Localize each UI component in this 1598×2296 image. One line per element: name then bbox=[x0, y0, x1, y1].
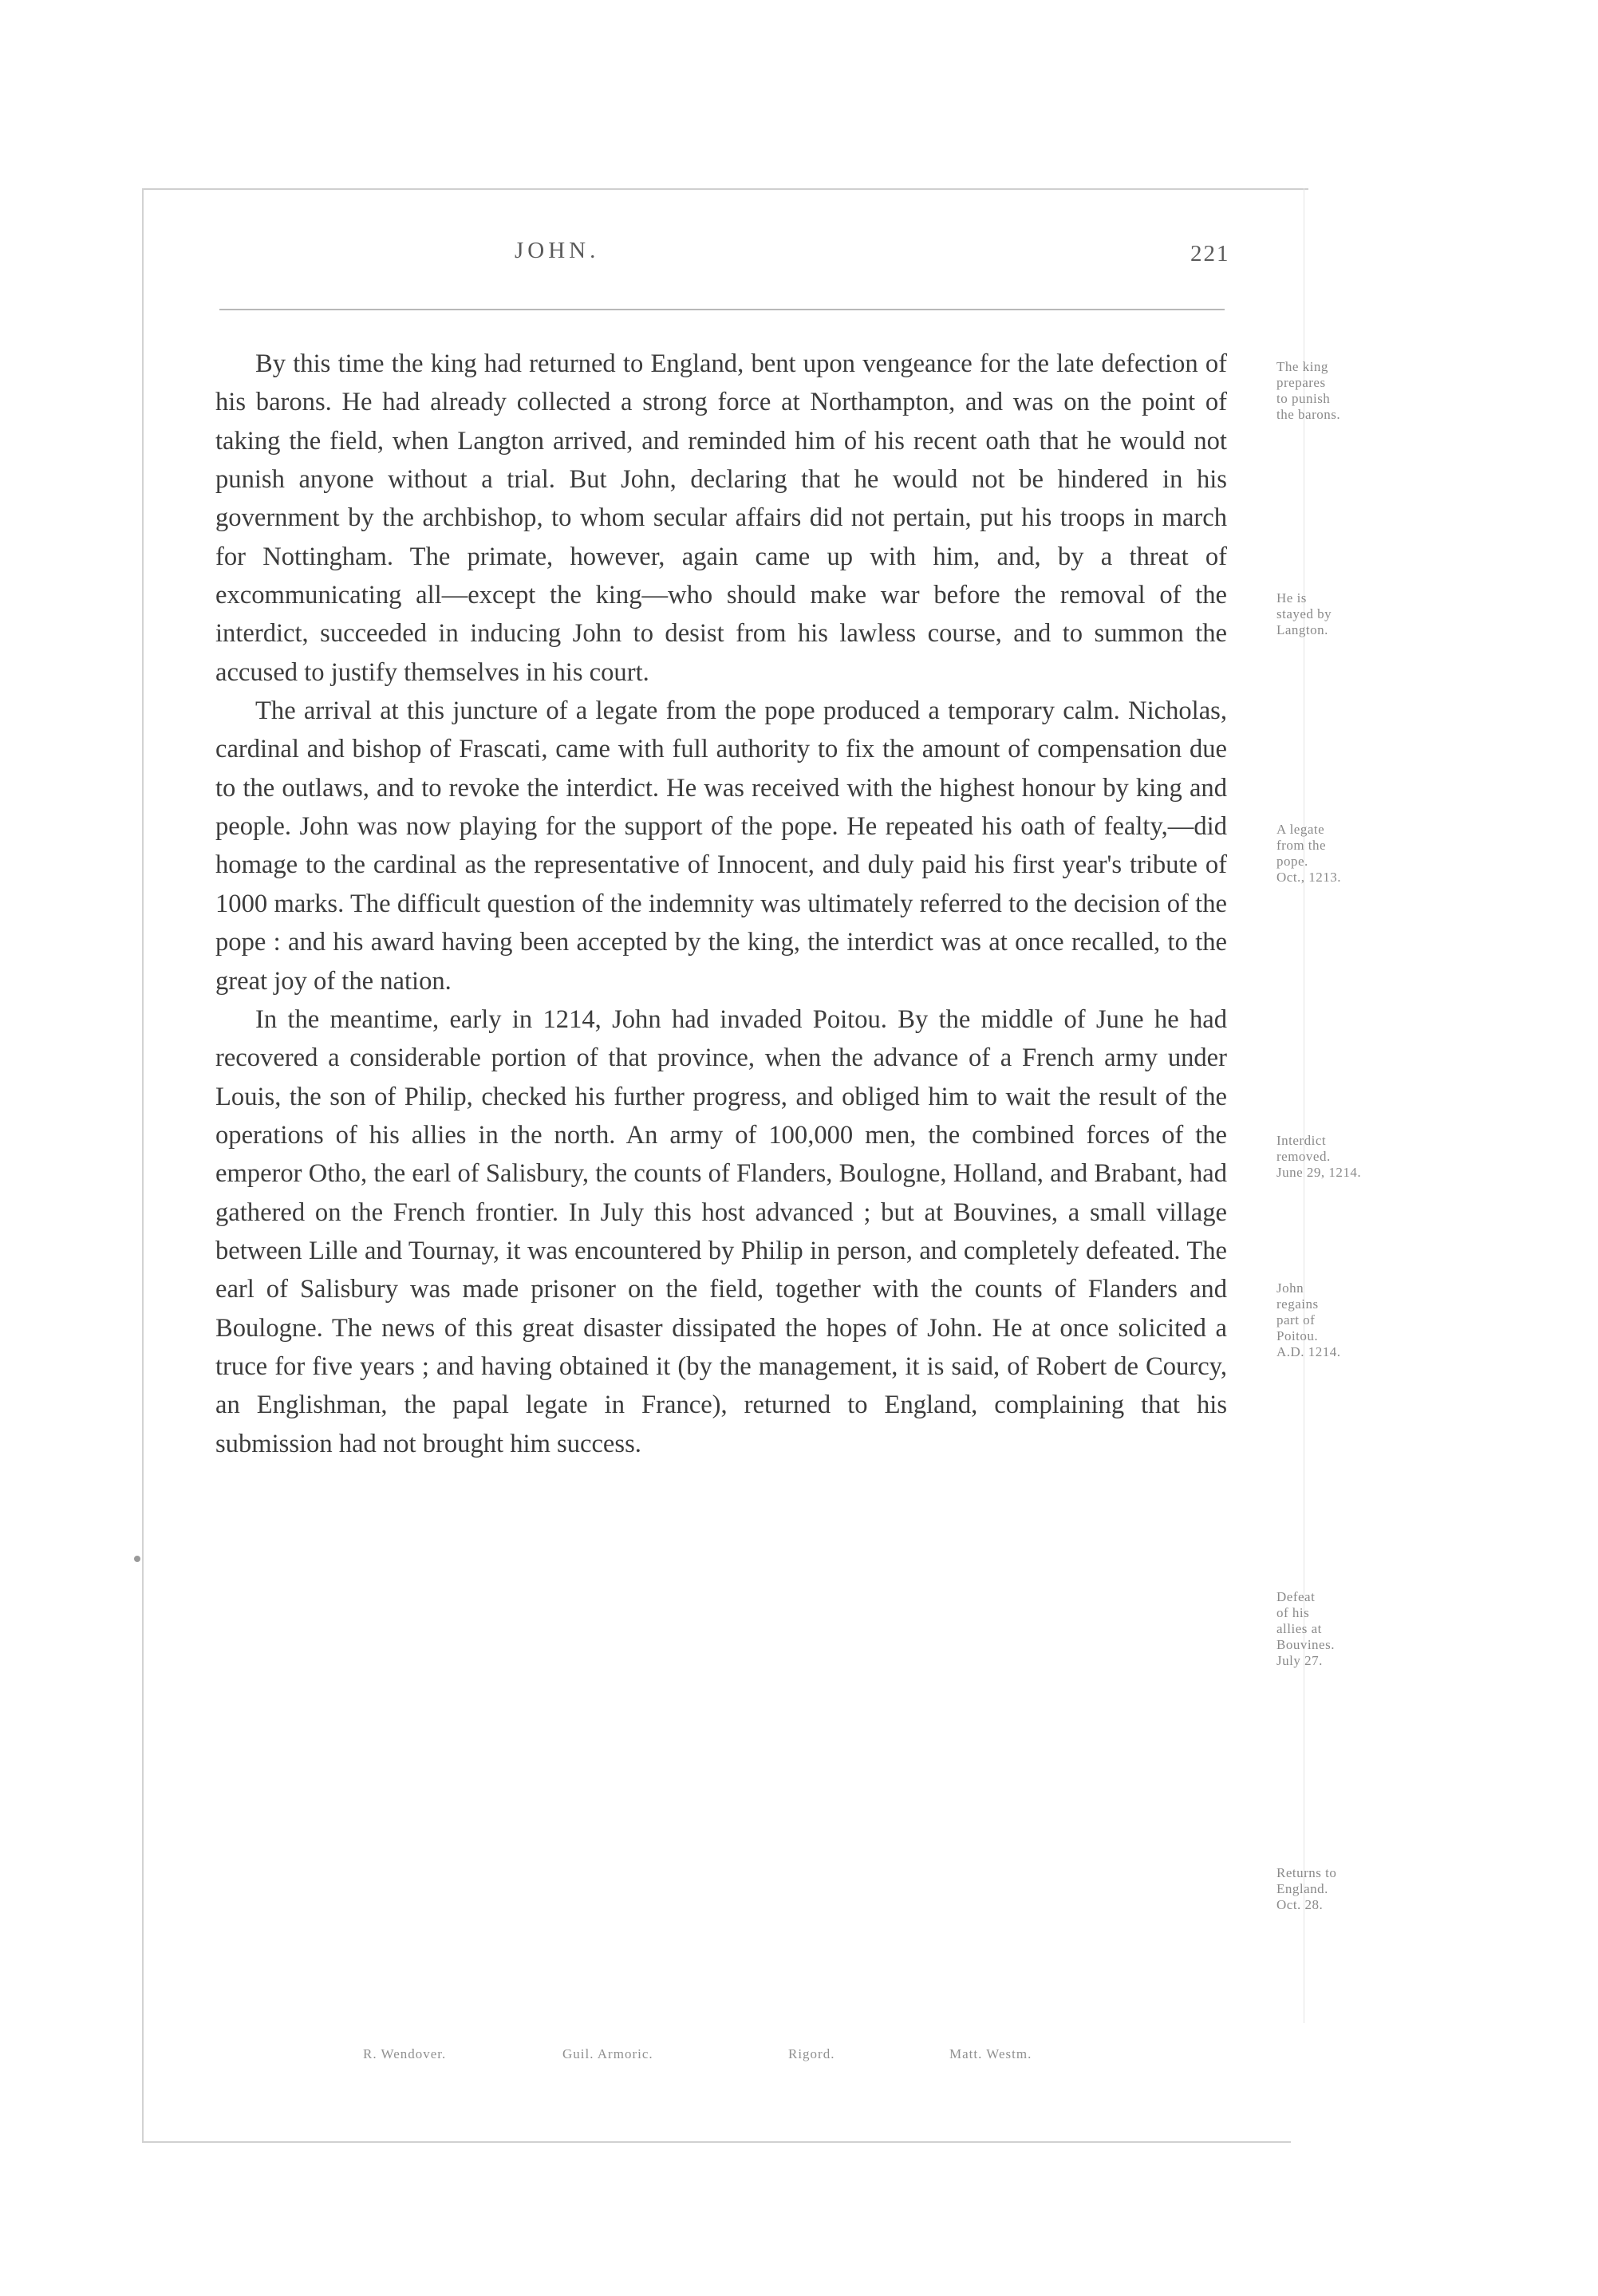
paragraph: By this time the king had returned to England, bent upon vengeance for the late defection of his barons. He had already collected a strong force at Northampton, and was on the point of taking the field, when Langton arrived, and reminded him of his recent oath that he would not punish anyone without a trial. But John, declaring that he would not be hindered in his government by the archbishop, to whom secular affairs did not pertain, put his troops in march for Nottingham. The primate, however, again came up with him, and, by a threat of excommunicating all—except the king—who should make war before the removal of the interdict, succeeded in inducing John to desist from his lawless course, and to summon the accused to justify themselves in his court. bbox=[215, 349, 1227, 687]
source-citation: R. Wendover. bbox=[363, 2046, 447, 2061]
body-text bbox=[215, 345, 1227, 1463]
source-citation: Guil. Armoric. bbox=[562, 2046, 653, 2061]
page-frame-left-rule bbox=[142, 188, 144, 2143]
margin-note: Interdict removed. June 29, 1214. bbox=[1276, 1133, 1362, 1180]
header-rule bbox=[219, 309, 1225, 310]
margin-note: A legate from the pope. Oct., 1213. bbox=[1276, 822, 1342, 885]
page-frame-top-rule bbox=[144, 188, 1308, 190]
source-citations bbox=[0, 2046, 1598, 2070]
running-head: JOHN. bbox=[515, 238, 600, 263]
margin-note: Returns to England. Oct. 28. bbox=[1276, 1865, 1337, 1912]
margin-note: The king prepares to punish the barons. bbox=[1276, 359, 1341, 422]
margin-note: John regains part of Poitou. A.D. 1214. bbox=[1276, 1280, 1341, 1359]
source-citation: Rigord. bbox=[788, 2046, 835, 2061]
page-frame-bottom-rule bbox=[142, 2141, 1291, 2143]
margin-dot bbox=[134, 1556, 140, 1562]
page-number: 221 bbox=[1190, 241, 1230, 266]
paragraph: The arrival at this juncture of a legate from the pope produced a temporary calm. Nicholas, cardinal and bishop of Frascati, came with full authority to fix the amount of compensation due to the outlaws, and to revoke the interdict. He was received with the highest honour by king and people. John was now playing for the support of the pope. He repeated his oath of fealty,—did homage to the cardinal as the representative of Innocent, and duly paid his first year's tribute of 1000 marks. The difficult question of the indemnity was ultimately referred to the decision of the pope : and his award having been accepted by the king, the interdict was at once recalled, to the great joy of the nation. bbox=[215, 696, 1227, 996]
margin-note: He is stayed by Langton. bbox=[1276, 590, 1332, 637]
paragraph: In the meantime, early in 1214, John had invaded Poitou. By the middle of June he had recovered a considerable portion of that province, when the advance of a French army under Louis, the son of Philip, checked his further progress, and obliged him to wait the result of the operations of his allies in the north. An army of 100,000 men, the combined forces of the emperor Otho, the earl of Salisbury, the counts of Flanders, Boulogne, Holland, and Brabant, had gathered on the French frontier. In July this host advanced ; but at Bouvines, a small village between Lille and Tournay, it was encountered by Philip in person, and completely defeated. The earl of Salisbury was made prisoner on the field, together with the counts of Flanders and Boulogne. The news of this great disaster dissipated the hopes of John. He at once solicited a truce for five years ; and having obtained it (by the management, it is said, of Robert de Courcy, an Englishman, the papal legate in France), returned to England, complaining that his submission had not brought him success. bbox=[215, 1004, 1227, 1458]
source-citation: Matt. Westm. bbox=[949, 2046, 1032, 2061]
margin-note: Defeat of his allies at Bouvines. July 27. bbox=[1276, 1589, 1335, 1668]
